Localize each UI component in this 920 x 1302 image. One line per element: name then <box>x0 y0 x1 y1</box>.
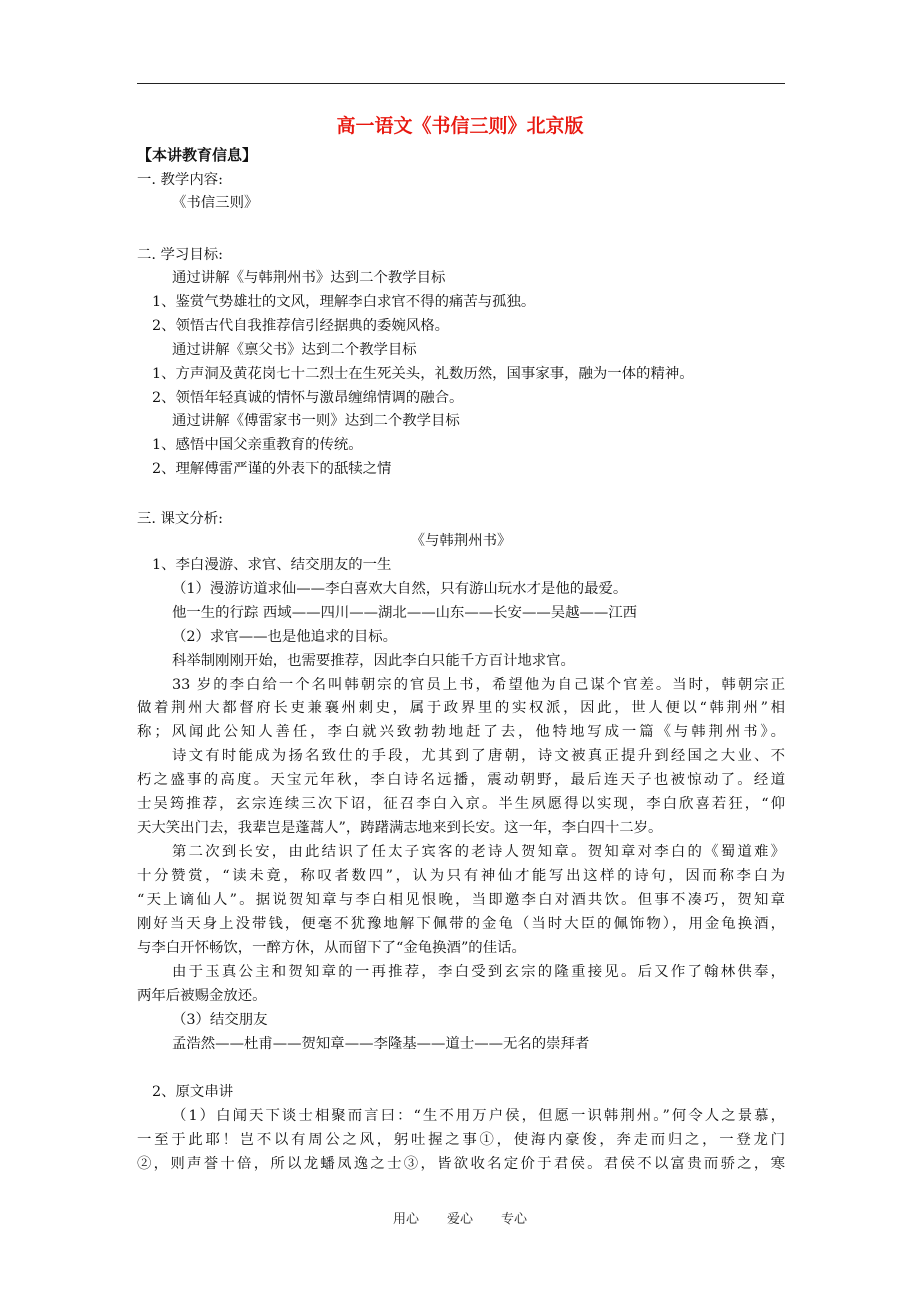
header-rule <box>137 83 785 84</box>
text-line: 天大笑出门去，我辈岂是蓬蒿人”，踌躇满志地来到长安。这一年，李白四十二岁。 <box>137 820 663 836</box>
text-line: 第二次到长安，由此结识了任太子宾客的老诗人贺知章。贺知章对李白的《蜀道难》 <box>172 844 785 860</box>
footer-item: 用心 <box>392 1212 419 1227</box>
text-line: 两年后被赐金放还。 <box>137 988 267 1004</box>
text-line: 通过讲解《傅雷家书一则》达到二个教学目标 <box>172 413 460 429</box>
text-line: 33 岁的李白给一个名叫韩朝宗的官员上书，希望他为自己谋个官差。当时，韩朝宗正 <box>172 677 785 693</box>
text-line: 通过讲解《与韩荆州书》达到二个教学目标 <box>172 270 446 286</box>
text-line: （1）漫游访道求仙——李白喜欢大自然，只有游山玩水才是他的最爱。 <box>172 581 628 597</box>
text-line: 三. 课文分析: <box>137 511 223 527</box>
text-line: 士吴筠推荐，玄宗连续三次下诏，征召李白入京。半生夙愿得以实现，李白欣喜若狂，“仰 <box>137 796 785 812</box>
text-line: 做着荆州大都督府长吏兼襄州刺史，属于政界里的实权派，因此，世人便以“韩荆州”相 <box>137 700 785 716</box>
text-line: 1、鉴赏气势雄壮的文风，理解李白求官不得的痛苦与孤独。 <box>152 294 536 310</box>
text-line: 与李白开怀畅饮，一醉方休，从而留下了“金龟换酒”的佳话。 <box>137 940 526 956</box>
text-line: 一至于此耶！岂不以有周公之风，躬吐握之事①，使海内豪俊，奔走而归之，一登龙门 <box>137 1132 785 1148</box>
text-line: 2、理解傅雷严谨的外表下的舐犊之情 <box>152 461 392 477</box>
text-line: 2、领悟年轻真诚的情怀与激昂缠绵情调的融合。 <box>152 390 464 406</box>
text-line: 1、感悟中国父亲重教育的传统。 <box>152 437 363 453</box>
text-line: （2）求官——也是他追求的目标。 <box>172 629 398 645</box>
text-line: 科举制刚刚开始，也需要推荐，因此李白只能千方百计地求官。 <box>172 653 575 669</box>
section-heading: 【本讲教育信息】 <box>137 146 258 164</box>
text-line: 十分赞赏，“读未竟，称叹者数四”，认为只有神仙才能写出这样的诗句，因而称李白为 <box>137 868 785 884</box>
text-line: 由于玉真公主和贺知章的一再推荐，李白受到玄宗的隆重接见。后又作了翰林供奉， <box>172 964 785 980</box>
text-line: 孟浩然——杜甫——贺知章——李隆基——道士——无名的崇拜者 <box>172 1036 590 1052</box>
text-line: 他一生的行踪 西域——四川——湖北——山东——长安——吴越——江西 <box>172 605 638 621</box>
text-line: 1、方声洞及黄花岗七十二烈士在生死关头，礼数历然，国事家事，融为一体的精神。 <box>152 366 694 382</box>
text-line: 《与韩荆州书》 <box>410 533 512 549</box>
footer-item: 爱心 <box>446 1212 473 1227</box>
text-line: 诗文有时能成为扬名致仕的手段，尤其到了唐朝，诗文被真正提升到经国之大业、不 <box>172 748 785 764</box>
text-line: “天上谪仙人”。据说贺知章与李白相见恨晚，当即邀李白对酒共饮。但事不凑巧，贺知章 <box>137 892 785 908</box>
text-line: 朽之盛事的高度。天宝元年秋，李白诗名远播，震动朝野，最后连天子也被惊动了。经道 <box>137 772 785 788</box>
text-line: 一. 教学内容: <box>137 172 223 188</box>
text-line: （3）结交朋友 <box>172 1012 268 1028</box>
page-title: 高一语文《书信三则》北京版 <box>336 115 584 137</box>
text-line: 通过讲解《禀父书》达到二个教学目标 <box>172 342 417 358</box>
text-line: 称；风闻此公知人善任，李白就兴致勃勃地赶了去，他特地写成一篇《与韩荆州书》。 <box>137 724 785 740</box>
text-line: 2、原文串讲 <box>152 1084 234 1100</box>
text-line: ②，则声誉十倍，所以龙蟠凤逸之士③，皆欲收名定价于君侯。君侯不以富贵而骄之，寒 <box>137 1156 785 1172</box>
text-line: （1）白闻天下谈士相聚而言曰：“生不用万户侯，但愿一识韩荆州。”何令人之景慕， <box>172 1108 785 1124</box>
text-line: 2、领悟古代自我推荐信引经据典的委婉风格。 <box>152 318 449 334</box>
text-line: 刚好当天身上没带钱，便毫不犹豫地解下佩带的金龟（当时大臣的佩饰物），用金龟换酒， <box>137 916 785 932</box>
footer-item: 专心 <box>501 1212 528 1227</box>
text-line: 二. 学习目标: <box>137 247 223 263</box>
text-line: 《书信三则》 <box>172 195 259 211</box>
page-footer <box>0 1208 920 1227</box>
text-line: 1、李白漫游、求官、结交朋友的一生 <box>152 557 392 573</box>
